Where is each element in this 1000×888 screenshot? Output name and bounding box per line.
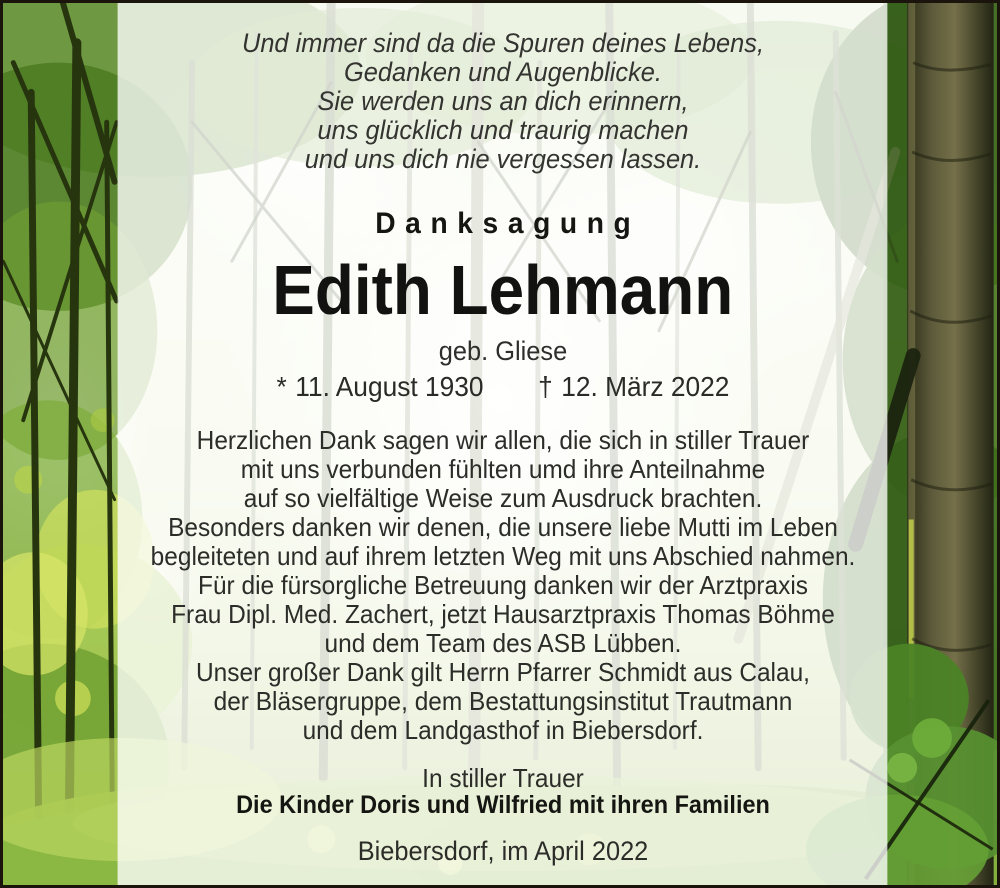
birth-date-text: 11. August 1930 [295,371,484,402]
closing-line: In stiller Trauer [422,763,584,793]
body-line: Für die fürsorgliche Betreuung danken wir der Arztpraxis [198,570,808,600]
body-line: mit uns verbunden fühlten umd ihre Anteilnahme [240,454,766,484]
life-dates [33,372,973,402]
family-line: Die Kinder Doris und Wilfried mit ihren Familien [236,791,770,819]
maiden-name: geb. Gliese [438,336,568,366]
birth-date [277,372,484,402]
body-line: auf so vielfältige Weise zum Ausdruck brachten. [243,483,763,513]
poem-line: Gedanken und Augenblicke. [344,57,662,87]
poem-line: Sie werden uns an dich erinnern, [317,86,689,116]
place-date: Biebersdorf, im April 2022 [357,836,649,866]
death-date-text: 12. März 2022 [561,371,730,402]
death-date [538,372,729,402]
birth-star-symbol: * [276,371,287,402]
notice-heading: Danksagung [375,207,641,240]
body-line: begleiteten und auf ihrem letzten Weg mit uns Abschied nahmen. [150,541,856,571]
death-cross-symbol: † [538,371,553,402]
deceased-name: Edith Lehmann [272,251,734,329]
body-line: und dem Team des ASB Lübben. [324,628,682,658]
body-line: Unser großer Dank gilt Herrn Pfarrer Schmidt aus Calau, [196,657,810,687]
poem-line: Und immer sind da die Spuren deines Lebens, [241,28,765,58]
poem [33,29,973,174]
poem-line: und uns dich nie vergessen lassen. [304,144,702,174]
body-line: Herzlichen Dank sagen wir allen, die sich in stiller Trauer [196,425,810,455]
notice-text-layer [33,3,973,888]
poem-line: uns glücklich und traurig machen [317,115,689,145]
body-line: Frau Dipl. Med. Zachert, jetzt Hausarztpraxis Thomas Böhme [171,599,835,629]
body-line: und dem Landgasthof in Biebersdorf. [302,715,704,745]
thank-you-text [33,426,973,745]
body-line: Besonders danken wir denen, die unsere liebe Mutti im Leben [168,512,838,542]
body-line: der Bläsergruppe, dem Bestattungsinstitut Trautmann [213,686,793,716]
